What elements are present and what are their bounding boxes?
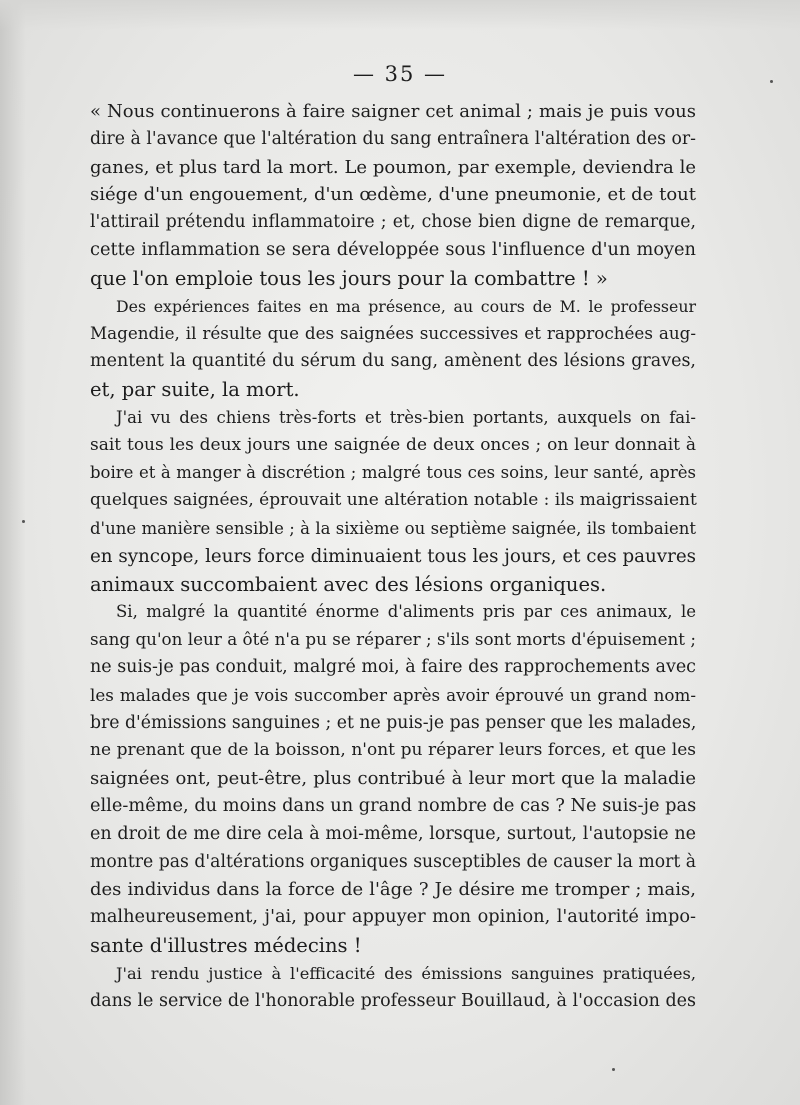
text-line: boire et à manger à discrétion ; malgré tous ces soins, leur santé, après <box>90 463 696 483</box>
text-line: montre pas d'altérations organiques susceptibles de causer la mort à <box>90 851 697 872</box>
text-line: Si, malgré la quantité énorme d'aliments pris par ces animaux, le <box>116 602 696 622</box>
text-line: siége d'un engouement, d'un œdème, d'une pneumonie, et de tout <box>90 184 696 206</box>
page-top-shadow <box>0 0 800 30</box>
scan-speck <box>612 1068 615 1071</box>
text-line: les malades que je vois succomber après avoir éprouvé un grand nom- <box>90 684 696 705</box>
text-line: dire à l'avance que l'altération du sang entraînera l'altération des or- <box>90 128 696 149</box>
text-line: l'attirail prétendu inflammatoire ; et, chose bien digne de remarque, <box>90 212 696 233</box>
page-number: — 35 — <box>352 62 448 86</box>
text-line: ne suis-je pas conduit, malgré moi, à faire des rapprochements avec <box>90 656 696 677</box>
text-line: elle-même, du moins dans un grand nombre de cas ? Ne suis-je pas <box>90 795 697 816</box>
text-line: dans le service de l'honorable professeur Bouillaud, à l'occasion des <box>90 990 696 1011</box>
text-line: sante d'illustres médecins ! <box>90 933 362 957</box>
text-line: malheureusement, j'ai, pour appuyer mon opinion, l'autorité impo- <box>90 907 696 928</box>
text-line: « Nous continuerons à faire saigner cet animal ; mais je puis vous <box>90 101 696 122</box>
body-text <box>90 98 696 1015</box>
text-line: cette inflammation se sera développée sous l'influence d'un moyen <box>90 239 696 260</box>
text-line: Des expériences faites en ma présence, au cours de M. le professeur <box>116 296 696 316</box>
text-line: J'ai rendu justice à l'efficacité des émissions sanguines pratiquées, <box>116 963 696 983</box>
text-line: animaux succombaient avec des lésions organiques. <box>90 572 607 596</box>
text-line: mentent la quantité du sérum du sang, amènent des lésions graves, <box>90 351 696 372</box>
scan-speck <box>770 80 773 83</box>
page-gutter-shadow <box>0 0 26 1105</box>
text-line: sang qu'on leur a ôté n'a pu se réparer ; s'ils sont morts d'épuisement ; <box>90 629 696 650</box>
text-line: sait tous les deux jours une saignée de deux onces ; on leur donnait à <box>90 434 696 455</box>
text-line: J'ai vu des chiens très-forts et très-bien portants, auxquels on fai- <box>116 407 696 427</box>
text-line: ganes, et plus tard la mort. Le poumon, par exemple, deviendra le <box>90 156 696 178</box>
text-line: en syncope, leurs force diminuaient tous les jours, et ces pauvres <box>90 545 697 567</box>
text-line: quelques saignées, éprouvait une altération notable : ils maigrissaient <box>90 490 697 511</box>
text-line: des individus dans la force de l'âge ? Je désire me tromper ; mais, <box>90 879 696 901</box>
scan-speck <box>22 520 25 523</box>
text-line: en droit de me dire cela à moi-même, lorsque, surtout, l'autopsie ne <box>90 823 696 844</box>
text-line: que l'on emploie tous les jours pour la combattre ! » <box>90 266 608 290</box>
text-line: ne prenant que de la boisson, n'ont pu réparer leurs forces, et que les <box>90 740 696 761</box>
text-line: d'une manière sensible ; à la sixième ou septième saignée, ils tombaient <box>90 518 696 538</box>
text-line: et, par suite, la mort. <box>90 377 300 401</box>
text-line: Magendie, il résulte que des saignées successives et rapprochées aug- <box>90 323 696 344</box>
text-line: bre d'émissions sanguines ; et ne puis-je pas penser que les malades, <box>90 712 697 733</box>
text-line: saignées ont, peut-être, plus contribué à leur mort que la maladie <box>90 768 696 790</box>
